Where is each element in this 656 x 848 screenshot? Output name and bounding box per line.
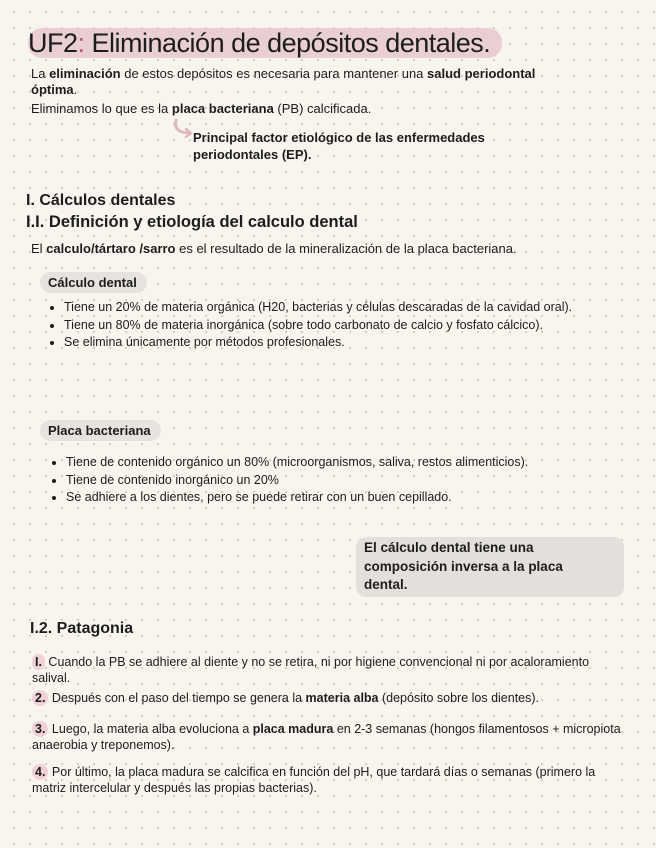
intro-text: de estos depósitos es necesaria para mantener una [120,66,428,81]
note-line-3: dental. [364,577,408,592]
intro-bold-eliminacion: eliminación [49,66,121,81]
item-number: I. [32,654,45,670]
item-number: 2. [32,690,48,706]
item-text: (depósito sobre los dientes). [378,691,540,705]
page-title [28,28,502,59]
item-bold: placa madura [252,722,334,736]
callout-line-1: Principal factor etiológico de las enfermedades [193,130,485,145]
list-item: • Tiene un 80% de materia inorgánica (sobre todo carbonato de calcio y fosfato cálcico). [64,318,602,334]
callout-text [193,129,485,163]
item-number: 4. [32,764,48,780]
note-line-1: El cálculo dental tiene una [364,540,534,555]
list-item: • Tiene de contenido orgánico un 80% (microorganismos, saliva, restos alimenticios). [66,455,634,471]
placa-list [44,455,634,508]
placa-pill: Placa bacteriana [40,420,161,441]
placa-label [40,420,161,441]
patagonia-item-2 [32,690,642,706]
intro-text: . [73,82,78,97]
title-highlight [28,28,502,58]
list-item: • Tiene de contenido inorgánico un 20% [66,473,634,489]
list-item: • Tiene un 20% de materia orgánica (H20, bacterias y células descaradas de la cavidad oral). [64,300,602,316]
list-item: • Se adhiere a los dientes, pero se puede retirar con un buen cepillado. [66,490,634,506]
note-line-2: composición inversa a la placa [364,558,563,574]
curved-arrow-icon [172,118,194,138]
inverse-composition-note [356,537,624,597]
title-separator: : [77,28,85,58]
intro-text: (PB) calcificada. [273,101,372,116]
intro-paragraph-1 [31,66,631,98]
title-prefix: UF2 [28,28,78,58]
definition-text: El [31,241,47,256]
item-number: 3. [32,721,48,737]
intro-text: La [31,66,50,81]
intro-bold-salud: salud periodontal [427,66,536,81]
list-item: • Se elimina únicamente por métodos profesionales. [64,335,602,351]
definition-text: es el resultado de la mineralización de la placa bacteriana. [175,241,517,256]
intro-bold-placa: placa bacteriana [171,101,274,116]
item-text: en 2-3 semanas (hongos filamentosos + micropiota anaerobia y treponemos). [32,722,621,752]
item-text: Por último, la placa madura se calcifica en función del pH, que tardará días o semanas (primero la matriz intercelular y después las propias bacterias). [32,765,596,795]
section-heading-1: I. Cálculos dentales [26,192,176,209]
section-heading-1-2: I.2. Patagonia [30,620,134,637]
item-text: Después con el paso del tiempo se genera la [48,691,306,705]
callout-line-2: periodontales (EP). [193,147,312,162]
item-bold: materia alba [305,691,379,705]
item-text: Luego, la materia alba evoluciona a [48,722,253,736]
calculo-pill: Cálculo dental [40,272,147,293]
section-heading-1-1: I.I. Definición y etiología del calculo dental [26,213,358,231]
intro-text: Eliminamos lo que es la [31,101,172,116]
definition-bold: calculo/tártaro /sarro [46,241,176,256]
patagonia-item-3 [32,721,644,753]
patagonia-item-1 [32,654,612,686]
intro-bold-optima: óptima [31,82,74,97]
calculo-list [42,300,602,353]
definition-paragraph [31,241,641,257]
calculo-label [40,272,147,293]
intro-paragraph-2 [31,101,631,117]
item-text: Cuando la PB se adhiere al diente y no se retira, ni por higiene convencional ni por acaloramiento salival. [32,655,590,685]
patagonia-item-4 [32,764,632,796]
title-text: Eliminación de depósitos dentales. [84,28,491,58]
